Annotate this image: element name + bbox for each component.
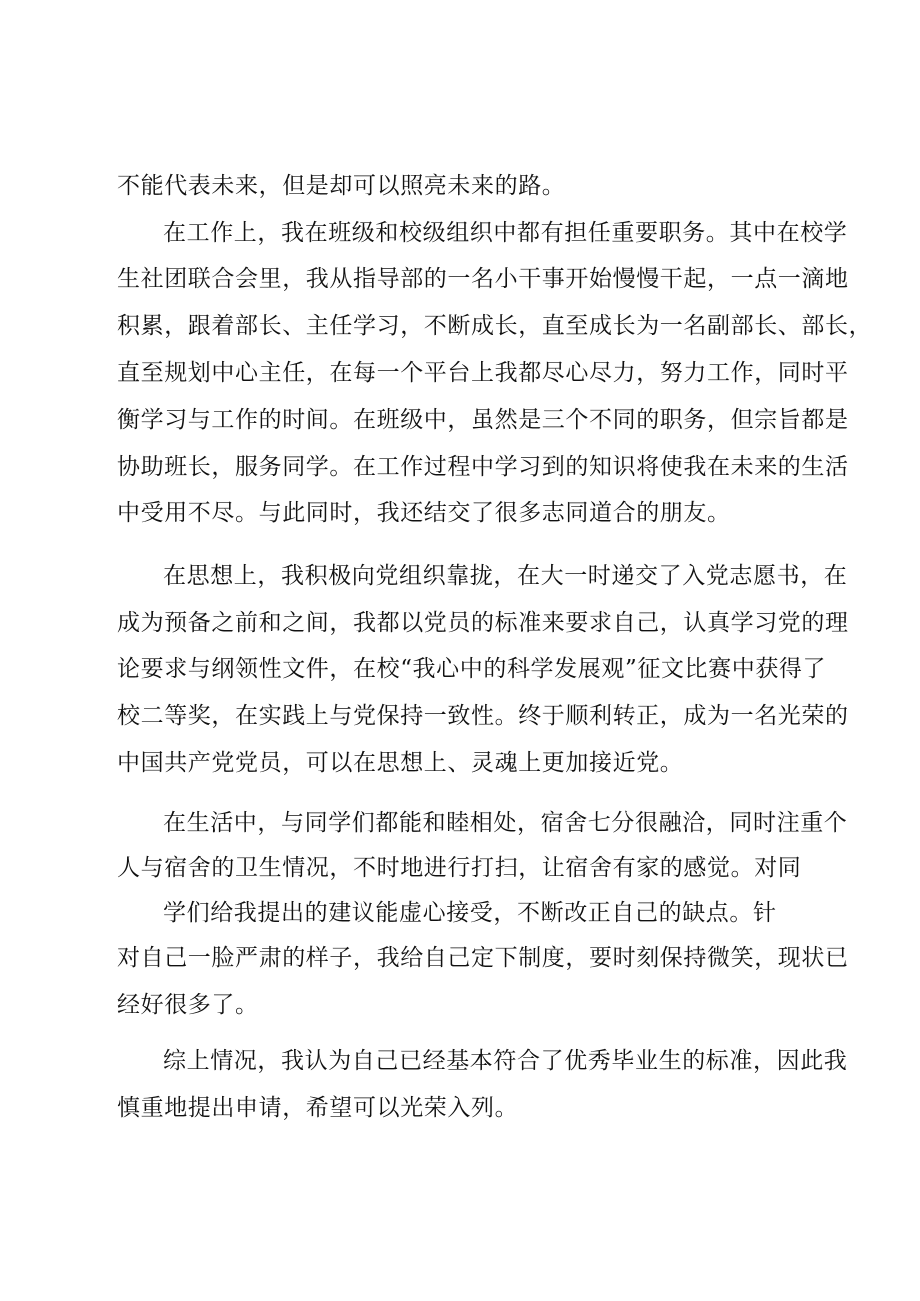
text-line: 人与宿舍的卫生情况，不时地进行打扫，让宿舍有家的感觉。对同 xyxy=(117,855,802,881)
text-line: 不能代表未来，但是却可以照亮未来的路。 xyxy=(117,173,566,199)
text-line: 成为预备之前和之间，我都以党员的标准来要求自己，认真学习党的理 xyxy=(117,610,849,636)
text-line: 生社团联合会里，我从指导部的一名小干事开始慢慢干起，一点一滴地 xyxy=(117,266,849,292)
text-line: 对自己一脸严肃的样子，我给自己定下制度，要时刻保持微笑，现状已 xyxy=(117,945,849,971)
paragraph-work-first-line: 在工作上，我在班级和校级组织中都有担任重要职务。其中在校学 xyxy=(163,220,848,246)
text-line: 慎重地提出申请，希望可以光荣入列。 xyxy=(117,1095,519,1121)
text-line: 中国共产党党员，可以在思想上、灵魂上更加接近党。 xyxy=(117,750,684,776)
text-line: 学们给我提出的建议能虚心接受，不断改正自己的缺点。针 xyxy=(163,900,777,926)
text-line: 校二等奖，在实践上与党保持一致性。终于顺利转正，成为一名光荣的 xyxy=(117,703,849,729)
text-line: 经好很多了。 xyxy=(117,992,259,1018)
text-line: 中受用不尽。与此同时，我还结交了很多志同道合的朋友。 xyxy=(117,500,731,526)
text-line: 积累，跟着部长、主任学习，不断成长，直至成长为一名副部长、部长， xyxy=(117,313,873,339)
paragraph-thought-first-line: 在思想上，我积极向党组织靠拢，在大一时递交了入党志愿书，在 xyxy=(163,563,848,589)
text-line: 直至规划中心主任，在每一个平台上我都尽心尽力，努力工作，同时平 xyxy=(117,360,849,386)
text-line: 论要求与纲领性文件，在校“我心中的科学发展观”征文比赛中获得了 xyxy=(117,656,827,682)
text-line: 衡学习与工作的时间。在班级中，虽然是三个不同的职务，但宗旨都是 xyxy=(117,407,849,433)
paragraph-life-first-line: 在生活中，与同学们都能和睦相处，宿舍七分很融洽，同时注重个 xyxy=(163,810,848,836)
paragraph-summary-first-line: 综上情况，我认为自己已经基本符合了优秀毕业生的标准，因此我 xyxy=(163,1048,848,1074)
text-line: 协助班长，服务同学。在工作过程中学习到的知识将使我在未来的生活 xyxy=(117,454,849,480)
